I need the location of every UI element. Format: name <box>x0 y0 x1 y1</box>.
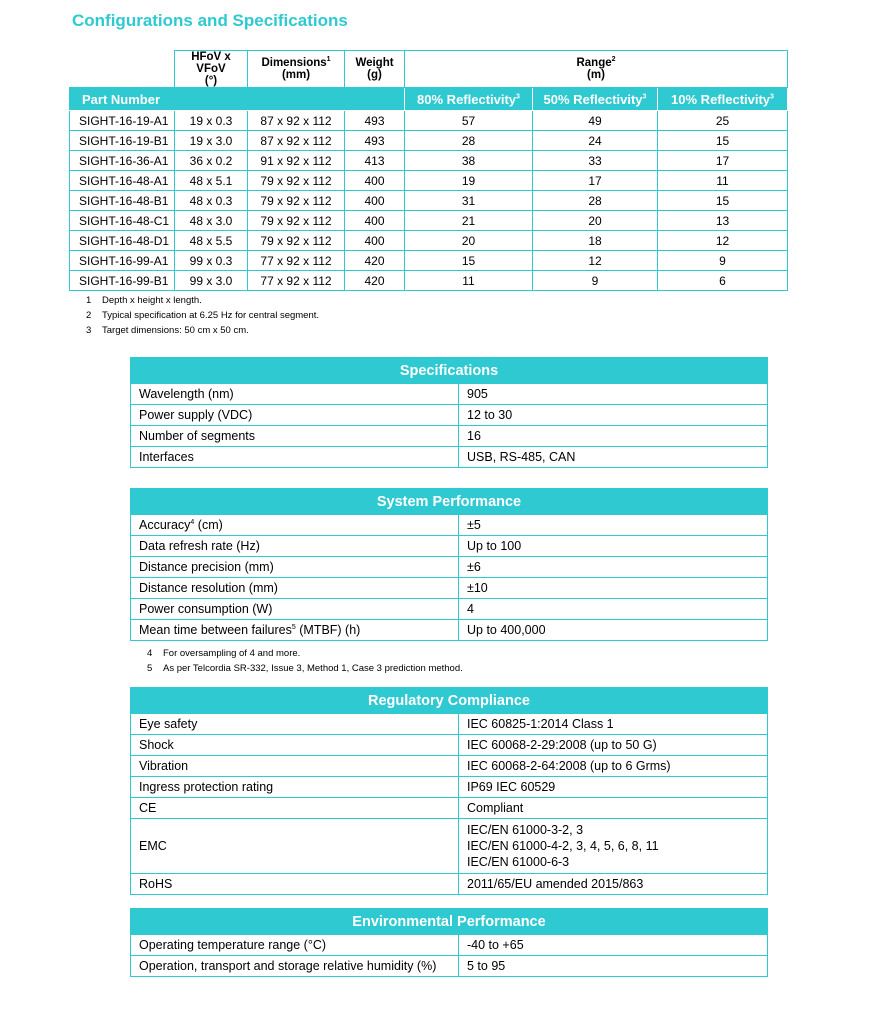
footnote-number: 4 <box>147 648 153 659</box>
table-cell: 15 <box>658 131 788 151</box>
table-cell: 99 x 0.3 <box>175 251 248 271</box>
footnote-number: 1 <box>86 295 92 306</box>
table-cell: 400 <box>345 171 405 191</box>
row-value: USB, RS-485, CAN <box>459 447 768 468</box>
row-value: 4 <box>459 599 768 620</box>
footnote-number: 2 <box>86 310 92 321</box>
header-part-number: Part Number <box>70 88 405 111</box>
row-label: Eye safety <box>131 714 459 735</box>
row-label: Mean time between failures$^5$ (MTBF) (h) <box>131 620 459 641</box>
row-value: Up to 400,000 <box>459 620 768 641</box>
table-cell: 20 <box>533 211 658 231</box>
section-title-regulatory: Regulatory Compliance <box>131 688 768 714</box>
row-value: 16 <box>459 426 768 447</box>
table-cell: 33 <box>533 151 658 171</box>
footnote-text: Depth x height x length. <box>102 295 202 306</box>
footnote-text: Target dimensions: 50 cm x 50 cm. <box>102 325 249 336</box>
system-performance-table <box>130 488 768 641</box>
row-label: CE <box>131 798 459 819</box>
table-cell: 11 <box>405 271 533 291</box>
row-value: IP69 IEC 60529 <box>459 777 768 798</box>
row-value: IEC 60068-2-64:2008 (up to 6 Grms) <box>459 756 768 777</box>
row-label: Accuracy$^4$ (cm) <box>131 515 459 536</box>
table-row <box>70 191 788 211</box>
row-value: IEC/EN 61000-3-2, 3 IEC/EN 61000-4-2, 3, 4, 5, 6, 8, 11 IEC/EN 61000-6-3 <box>459 819 768 874</box>
table-cell: 77 x 92 x 112 <box>248 251 345 271</box>
header-reflectivity-10: 10% Reflectivity$^3$ <box>658 88 788 111</box>
table-cell: 493 <box>345 111 405 131</box>
table-cell: 87 x 92 x 112 <box>248 131 345 151</box>
row-value: ±10 <box>459 578 768 599</box>
table-row <box>131 447 768 468</box>
header-fov: HFoV x VFoV (°) <box>175 51 248 88</box>
footnote <box>147 648 300 659</box>
part-number-cell: SIGHT-16-48-D1 <box>70 231 175 251</box>
part-number-cell: SIGHT-16-48-C1 <box>70 211 175 231</box>
table-cell: 19 <box>405 171 533 191</box>
table-cell: 79 x 92 x 112 <box>248 231 345 251</box>
row-value: ±5 <box>459 515 768 536</box>
row-label: Ingress protection rating <box>131 777 459 798</box>
table-cell: 49 <box>533 111 658 131</box>
row-value: 5 to 95 <box>459 956 768 977</box>
table-cell: 18 <box>533 231 658 251</box>
footnote-number: 3 <box>86 325 92 336</box>
table-row <box>70 171 788 191</box>
table-cell: 13 <box>658 211 788 231</box>
row-label: RoHS <box>131 874 459 895</box>
table-cell: 28 <box>533 191 658 211</box>
table-cell: 24 <box>533 131 658 151</box>
table-cell: 400 <box>345 191 405 211</box>
footnote-number: 5 <box>147 663 153 674</box>
table-cell: 87 x 92 x 112 <box>248 111 345 131</box>
table-cell: 77 x 92 x 112 <box>248 271 345 291</box>
row-label: Distance precision (mm) <box>131 557 459 578</box>
table-row <box>70 131 788 151</box>
table-row <box>131 557 768 578</box>
footnote <box>86 295 202 306</box>
section-title-system-performance: System Performance <box>131 489 768 515</box>
page-title: Configurations and Specifications <box>72 11 348 30</box>
row-label: Operation, transport and storage relative humidity (%) <box>131 956 459 977</box>
row-value: IEC 60825-1:2014 Class 1 <box>459 714 768 735</box>
header-reflectivity-80: 80% Reflectivity$^3$ <box>405 88 533 111</box>
row-value: -40 to +65 <box>459 935 768 956</box>
table-cell: 48 x 0.3 <box>175 191 248 211</box>
row-value: 12 to 30 <box>459 405 768 426</box>
table-cell: 12 <box>658 231 788 251</box>
part-number-cell: SIGHT-16-36-A1 <box>70 151 175 171</box>
row-label: Number of segments <box>131 426 459 447</box>
row-label: Interfaces <box>131 447 459 468</box>
table-cell: 493 <box>345 131 405 151</box>
table-cell: 400 <box>345 211 405 231</box>
table-row <box>70 251 788 271</box>
header-weight: Weight (g) <box>345 51 405 88</box>
table-cell: 21 <box>405 211 533 231</box>
table-row <box>131 620 768 641</box>
table-cell: 413 <box>345 151 405 171</box>
table-cell: 19 x 3.0 <box>175 131 248 151</box>
row-value: 2011/65/EU amended 2015/863 <box>459 874 768 895</box>
table-cell: 48 x 5.5 <box>175 231 248 251</box>
table-cell: 48 x 3.0 <box>175 211 248 231</box>
table-row <box>131 384 768 405</box>
table-cell: 12 <box>533 251 658 271</box>
table-cell: 48 x 5.1 <box>175 171 248 191</box>
row-label: Operating temperature range (°C) <box>131 935 459 956</box>
table-row <box>131 819 768 874</box>
regulatory-compliance-table <box>130 687 768 895</box>
table-row <box>70 231 788 251</box>
table-row <box>70 111 788 131</box>
row-value: Compliant <box>459 798 768 819</box>
table-cell: 38 <box>405 151 533 171</box>
part-number-cell: SIGHT-16-19-B1 <box>70 131 175 151</box>
table-row <box>131 515 768 536</box>
table-row <box>131 874 768 895</box>
row-label: Wavelength (nm) <box>131 384 459 405</box>
row-value: Up to 100 <box>459 536 768 557</box>
table-cell: 15 <box>658 191 788 211</box>
table-cell: 91 x 92 x 112 <box>248 151 345 171</box>
row-value: 905 <box>459 384 768 405</box>
specifications-table <box>130 357 768 468</box>
table-cell: 79 x 92 x 112 <box>248 171 345 191</box>
section-title-environmental: Environmental Performance <box>131 909 768 935</box>
table-row <box>131 956 768 977</box>
footnote <box>147 663 463 674</box>
footnote <box>86 310 319 321</box>
footnote-text: Typical specification at 6.25 Hz for central segment. <box>102 310 320 321</box>
table-row <box>131 935 768 956</box>
row-label: Vibration <box>131 756 459 777</box>
footnote-text: As per Telcordia SR-332, Issue 3, Method 1, Case 3 prediction method. <box>163 663 463 674</box>
table-cell: 9 <box>658 251 788 271</box>
table-cell: 28 <box>405 131 533 151</box>
table-cell: 20 <box>405 231 533 251</box>
table-row <box>131 578 768 599</box>
row-label: Data refresh rate (Hz) <box>131 536 459 557</box>
part-number-cell: SIGHT-16-99-B1 <box>70 271 175 291</box>
table-row <box>131 405 768 426</box>
row-label: Distance resolution (mm) <box>131 578 459 599</box>
table-cell: 9 <box>533 271 658 291</box>
configurations-table <box>69 50 788 291</box>
table-row <box>131 536 768 557</box>
row-label: EMC <box>131 819 459 874</box>
part-number-cell: SIGHT-16-48-A1 <box>70 171 175 191</box>
footnote <box>86 325 249 336</box>
table-cell: 15 <box>405 251 533 271</box>
row-label: Shock <box>131 735 459 756</box>
table-row <box>131 735 768 756</box>
footnote-text: For oversampling of 4 and more. <box>163 648 301 659</box>
table-cell: 25 <box>658 111 788 131</box>
table-cell: 36 x 0.2 <box>175 151 248 171</box>
table-cell: 17 <box>658 151 788 171</box>
part-number-cell: SIGHT-16-48-B1 <box>70 191 175 211</box>
table-cell: 79 x 92 x 112 <box>248 191 345 211</box>
header-dimensions: Dimensions$^1$ (mm) <box>248 51 345 88</box>
table-row <box>131 599 768 620</box>
table-cell: 19 x 0.3 <box>175 111 248 131</box>
environmental-performance-table <box>130 908 768 977</box>
table-row <box>131 777 768 798</box>
table-row <box>131 798 768 819</box>
row-label: Power supply (VDC) <box>131 405 459 426</box>
section-title-specifications: Specifications <box>131 358 768 384</box>
row-label: Power consumption (W) <box>131 599 459 620</box>
row-value: IEC 60068-2-29:2008 (up to 50 G) <box>459 735 768 756</box>
table-row <box>70 211 788 231</box>
table-row <box>131 756 768 777</box>
part-number-cell: SIGHT-16-19-A1 <box>70 111 175 131</box>
table-cell: 420 <box>345 251 405 271</box>
table-cell: 99 x 3.0 <box>175 271 248 291</box>
table-cell: 420 <box>345 271 405 291</box>
table-row <box>70 151 788 171</box>
header-range: Range$^2$ (m) <box>405 51 788 88</box>
table-row <box>131 714 768 735</box>
part-number-cell: SIGHT-16-99-A1 <box>70 251 175 271</box>
table-cell: 31 <box>405 191 533 211</box>
table-cell: 57 <box>405 111 533 131</box>
header-reflectivity-50: 50% Reflectivity$^3$ <box>533 88 658 111</box>
table-row <box>131 426 768 447</box>
table-cell: 400 <box>345 231 405 251</box>
header-blank <box>70 51 175 88</box>
table-cell: 79 x 92 x 112 <box>248 211 345 231</box>
table-cell: 17 <box>533 171 658 191</box>
table-cell: 6 <box>658 271 788 291</box>
table-row <box>70 271 788 291</box>
table-cell: 11 <box>658 171 788 191</box>
row-value: ±6 <box>459 557 768 578</box>
